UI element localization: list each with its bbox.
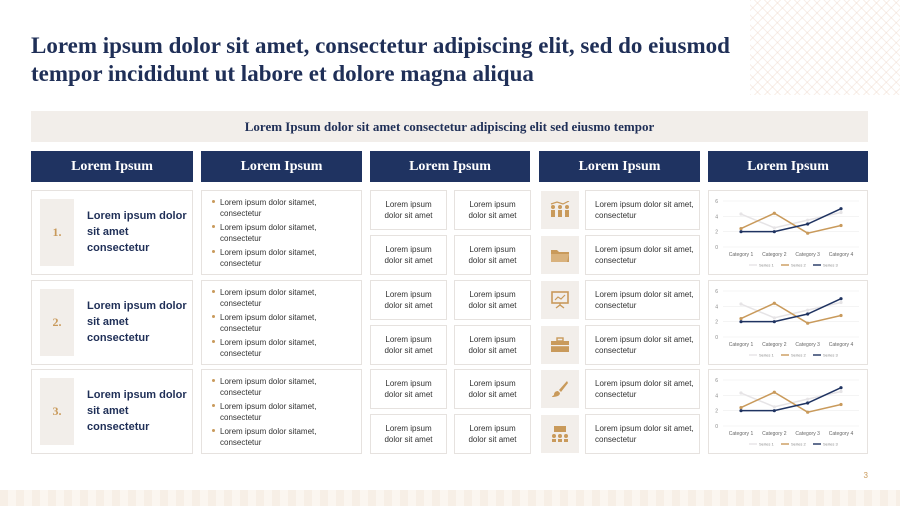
- data-point: [739, 409, 742, 412]
- icon-text-box: Lorem ipsum dolor sit amet, consectetur: [585, 280, 700, 320]
- y-tick-label: 4: [715, 304, 718, 311]
- folder-icon: [541, 236, 579, 274]
- presentation-board-icon: [541, 281, 579, 319]
- legend-label: Series 1: [759, 441, 774, 447]
- bullet-text: Lorem ipsum dolor sitamet, consectetur: [220, 338, 317, 358]
- icon-text-box: Lorem ipsum dolor sit amet, consectetur: [585, 369, 700, 409]
- text-box: Lorem ipsum dolor sit amet: [454, 414, 531, 454]
- data-point: [773, 302, 776, 305]
- legend-label: Series 3: [823, 262, 838, 268]
- subtitle-text: Lorem Ipsum dolor sit amet consectetur adipiscing elit sed eiusmo tempor: [244, 118, 655, 134]
- x-tick-label: Category 3: [795, 431, 820, 437]
- bullet-list: [220, 287, 355, 362]
- data-point: [739, 302, 742, 305]
- row-number: 2.: [40, 289, 74, 356]
- column-header-2: Lorem Ipsum: [201, 151, 362, 182]
- legend-label: Series 3: [823, 441, 838, 447]
- text-box: Lorem ipsum dolor sit amet: [370, 235, 447, 275]
- row-2-bullets-card: [201, 280, 362, 365]
- row-3-label-card: [31, 369, 193, 454]
- list-item: [220, 401, 355, 423]
- team-growth-icon: [541, 191, 579, 229]
- data-point: [773, 316, 776, 319]
- data-point: [739, 391, 742, 394]
- text-box: Lorem ipsum dolor sit amet: [370, 414, 447, 454]
- data-point: [806, 322, 809, 325]
- bullet-dot: [212, 250, 215, 253]
- data-point: [773, 320, 776, 323]
- bullet-text: Lorem ipsum dolor sitamet, consectetur: [220, 313, 317, 333]
- data-point: [739, 317, 742, 320]
- footer-band: [0, 490, 900, 506]
- y-tick-label: 6: [715, 378, 718, 384]
- row-number: 3.: [40, 378, 74, 445]
- legend-label: Series 2: [791, 262, 806, 268]
- bullet-dot: [212, 315, 215, 318]
- text-box: Lorem ipsum dolor sit amet: [370, 190, 447, 230]
- data-point: [773, 230, 776, 233]
- line-chart: [708, 190, 868, 275]
- data-point: [806, 309, 809, 312]
- data-point: [839, 224, 842, 227]
- bullet-list: [220, 376, 355, 451]
- legend-label: Series 2: [791, 441, 806, 447]
- data-point: [773, 409, 776, 412]
- data-point: [806, 411, 809, 414]
- text-box: Lorem ipsum dolor sit amet: [370, 369, 447, 409]
- column-header-3: Lorem Ipsum: [370, 151, 530, 182]
- row-3-bullets-card: [201, 369, 362, 454]
- data-point: [739, 406, 742, 409]
- bullet-dot: [212, 404, 215, 407]
- list-item: [220, 376, 355, 398]
- bullet-list: [220, 197, 355, 272]
- y-tick-label: 0: [715, 335, 718, 341]
- text-box: Lorem ipsum dolor sit amet: [370, 325, 447, 365]
- bullet-text: Lorem ipsum dolor sitamet, consectetur: [220, 198, 317, 218]
- y-tick-label: 0: [715, 424, 718, 430]
- bullet-dot: [212, 340, 215, 343]
- page-title: Lorem ipsum dolor sit amet, consectetur adipiscing elit, sed do eiusmod tempor incididunt ut labore et dolore magna aliqua: [31, 33, 730, 86]
- x-tick-label: Category 1: [728, 252, 754, 258]
- data-point: [773, 212, 776, 215]
- bullet-dot: [212, 290, 215, 293]
- data-point: [839, 297, 842, 300]
- text-box: Lorem ipsum dolor sit amet: [370, 280, 447, 320]
- y-tick-label: 6: [715, 199, 718, 205]
- data-point: [739, 320, 742, 323]
- data-point: [773, 226, 776, 229]
- x-tick-label: Category 2: [762, 252, 787, 258]
- bullet-text: Lorem ipsum dolor sitamet, consectetur: [220, 223, 317, 243]
- y-tick-label: 4: [715, 393, 718, 400]
- icon-text-box: Lorem ipsum dolor sit amet, consectetur: [585, 235, 700, 275]
- list-item: [220, 287, 355, 309]
- bullet-text: Lorem ipsum dolor sitamet, consectetur: [220, 288, 317, 308]
- briefcase-icon: [541, 326, 579, 364]
- x-tick-label: Category 3: [795, 342, 820, 348]
- x-tick-label: Category 4: [828, 342, 854, 348]
- legend-label: Series 2: [791, 352, 806, 358]
- data-point: [806, 232, 809, 235]
- column-header-5: Lorem Ipsum: [708, 151, 868, 182]
- text-box: Lorem ipsum dolor sit amet: [454, 190, 531, 230]
- line-chart: [708, 280, 868, 365]
- bullet-text: Lorem ipsum dolor sitamet, consectetur: [220, 248, 317, 268]
- bullet-dot: [212, 379, 215, 382]
- list-item: [220, 197, 355, 219]
- data-point: [806, 222, 809, 225]
- y-tick-label: 6: [715, 289, 718, 295]
- column-header-1: Lorem Ipsum: [31, 151, 193, 182]
- list-item: [220, 222, 355, 244]
- bullet-dot: [212, 429, 215, 432]
- list-item: [220, 426, 355, 448]
- data-point: [839, 403, 842, 406]
- line-chart: [708, 369, 868, 454]
- row-1-label-card: [31, 190, 193, 275]
- data-point: [839, 390, 842, 393]
- bullet-dot: [212, 225, 215, 228]
- data-point: [806, 401, 809, 404]
- legend-label: Series 3: [823, 352, 838, 358]
- text-box: Lorem ipsum dolor sit amet: [454, 325, 531, 365]
- y-tick-label: 2: [715, 408, 718, 415]
- text-box: Lorem ipsum dolor sit amet: [454, 235, 531, 275]
- icon-text-box: Lorem ipsum dolor sit amet, consectetur: [585, 190, 700, 230]
- data-point: [839, 314, 842, 317]
- x-tick-label: Category 2: [762, 431, 787, 437]
- x-tick-label: Category 4: [828, 252, 854, 258]
- x-tick-label: Category 1: [728, 342, 754, 348]
- page-number: 3: [863, 471, 868, 480]
- data-point: [806, 398, 809, 401]
- row-1-bullets-card: [201, 190, 362, 275]
- subtitle-bar: [31, 111, 868, 142]
- data-point: [773, 405, 776, 408]
- y-tick-label: 4: [715, 214, 718, 221]
- x-tick-label: Category 3: [795, 252, 820, 258]
- y-tick-label: 0: [715, 245, 718, 251]
- data-point: [806, 312, 809, 315]
- data-point: [839, 211, 842, 214]
- legend-label: Series 1: [759, 262, 774, 268]
- data-point: [739, 212, 742, 215]
- row-2-label-card: [31, 280, 193, 365]
- text-box: Lorem ipsum dolor sit amet: [454, 280, 531, 320]
- x-tick-label: Category 4: [828, 431, 854, 437]
- bullet-text: Lorem ipsum dolor sitamet, consectetur: [220, 402, 317, 422]
- x-tick-label: Category 1: [728, 431, 754, 437]
- row-number: 1.: [40, 199, 74, 266]
- brush-icon: [541, 370, 579, 408]
- data-point: [739, 230, 742, 233]
- row-label: Lorem ipsum dolor sit amet consectetur: [87, 389, 187, 433]
- list-item: [220, 312, 355, 334]
- row-label: Lorem ipsum dolor sit amet consectetur: [87, 210, 187, 254]
- text-box: Lorem ipsum dolor sit amet: [454, 369, 531, 409]
- bullet-dot: [212, 200, 215, 203]
- data-point: [739, 227, 742, 230]
- data-point: [773, 391, 776, 394]
- icon-text-box: Lorem ipsum dolor sit amet, consectetur: [585, 325, 700, 365]
- data-point: [806, 219, 809, 222]
- y-tick-label: 2: [715, 229, 718, 236]
- legend-label: Series 1: [759, 352, 774, 358]
- y-tick-label: 2: [715, 319, 718, 326]
- list-item: [220, 247, 355, 269]
- list-item: [220, 337, 355, 359]
- data-point: [839, 207, 842, 210]
- data-point: [839, 386, 842, 389]
- x-tick-label: Category 2: [762, 342, 787, 348]
- data-point: [839, 301, 842, 304]
- bullet-text: Lorem ipsum dolor sitamet, consectetur: [220, 427, 317, 447]
- row-label: Lorem ipsum dolor sit amet consectetur: [87, 300, 187, 344]
- icon-text-box: Lorem ipsum dolor sit amet, consectetur: [585, 414, 700, 454]
- column-header-4: Lorem Ipsum: [539, 151, 700, 182]
- meeting-icon: [541, 415, 579, 453]
- bullet-text: Lorem ipsum dolor sitamet, consectetur: [220, 377, 317, 397]
